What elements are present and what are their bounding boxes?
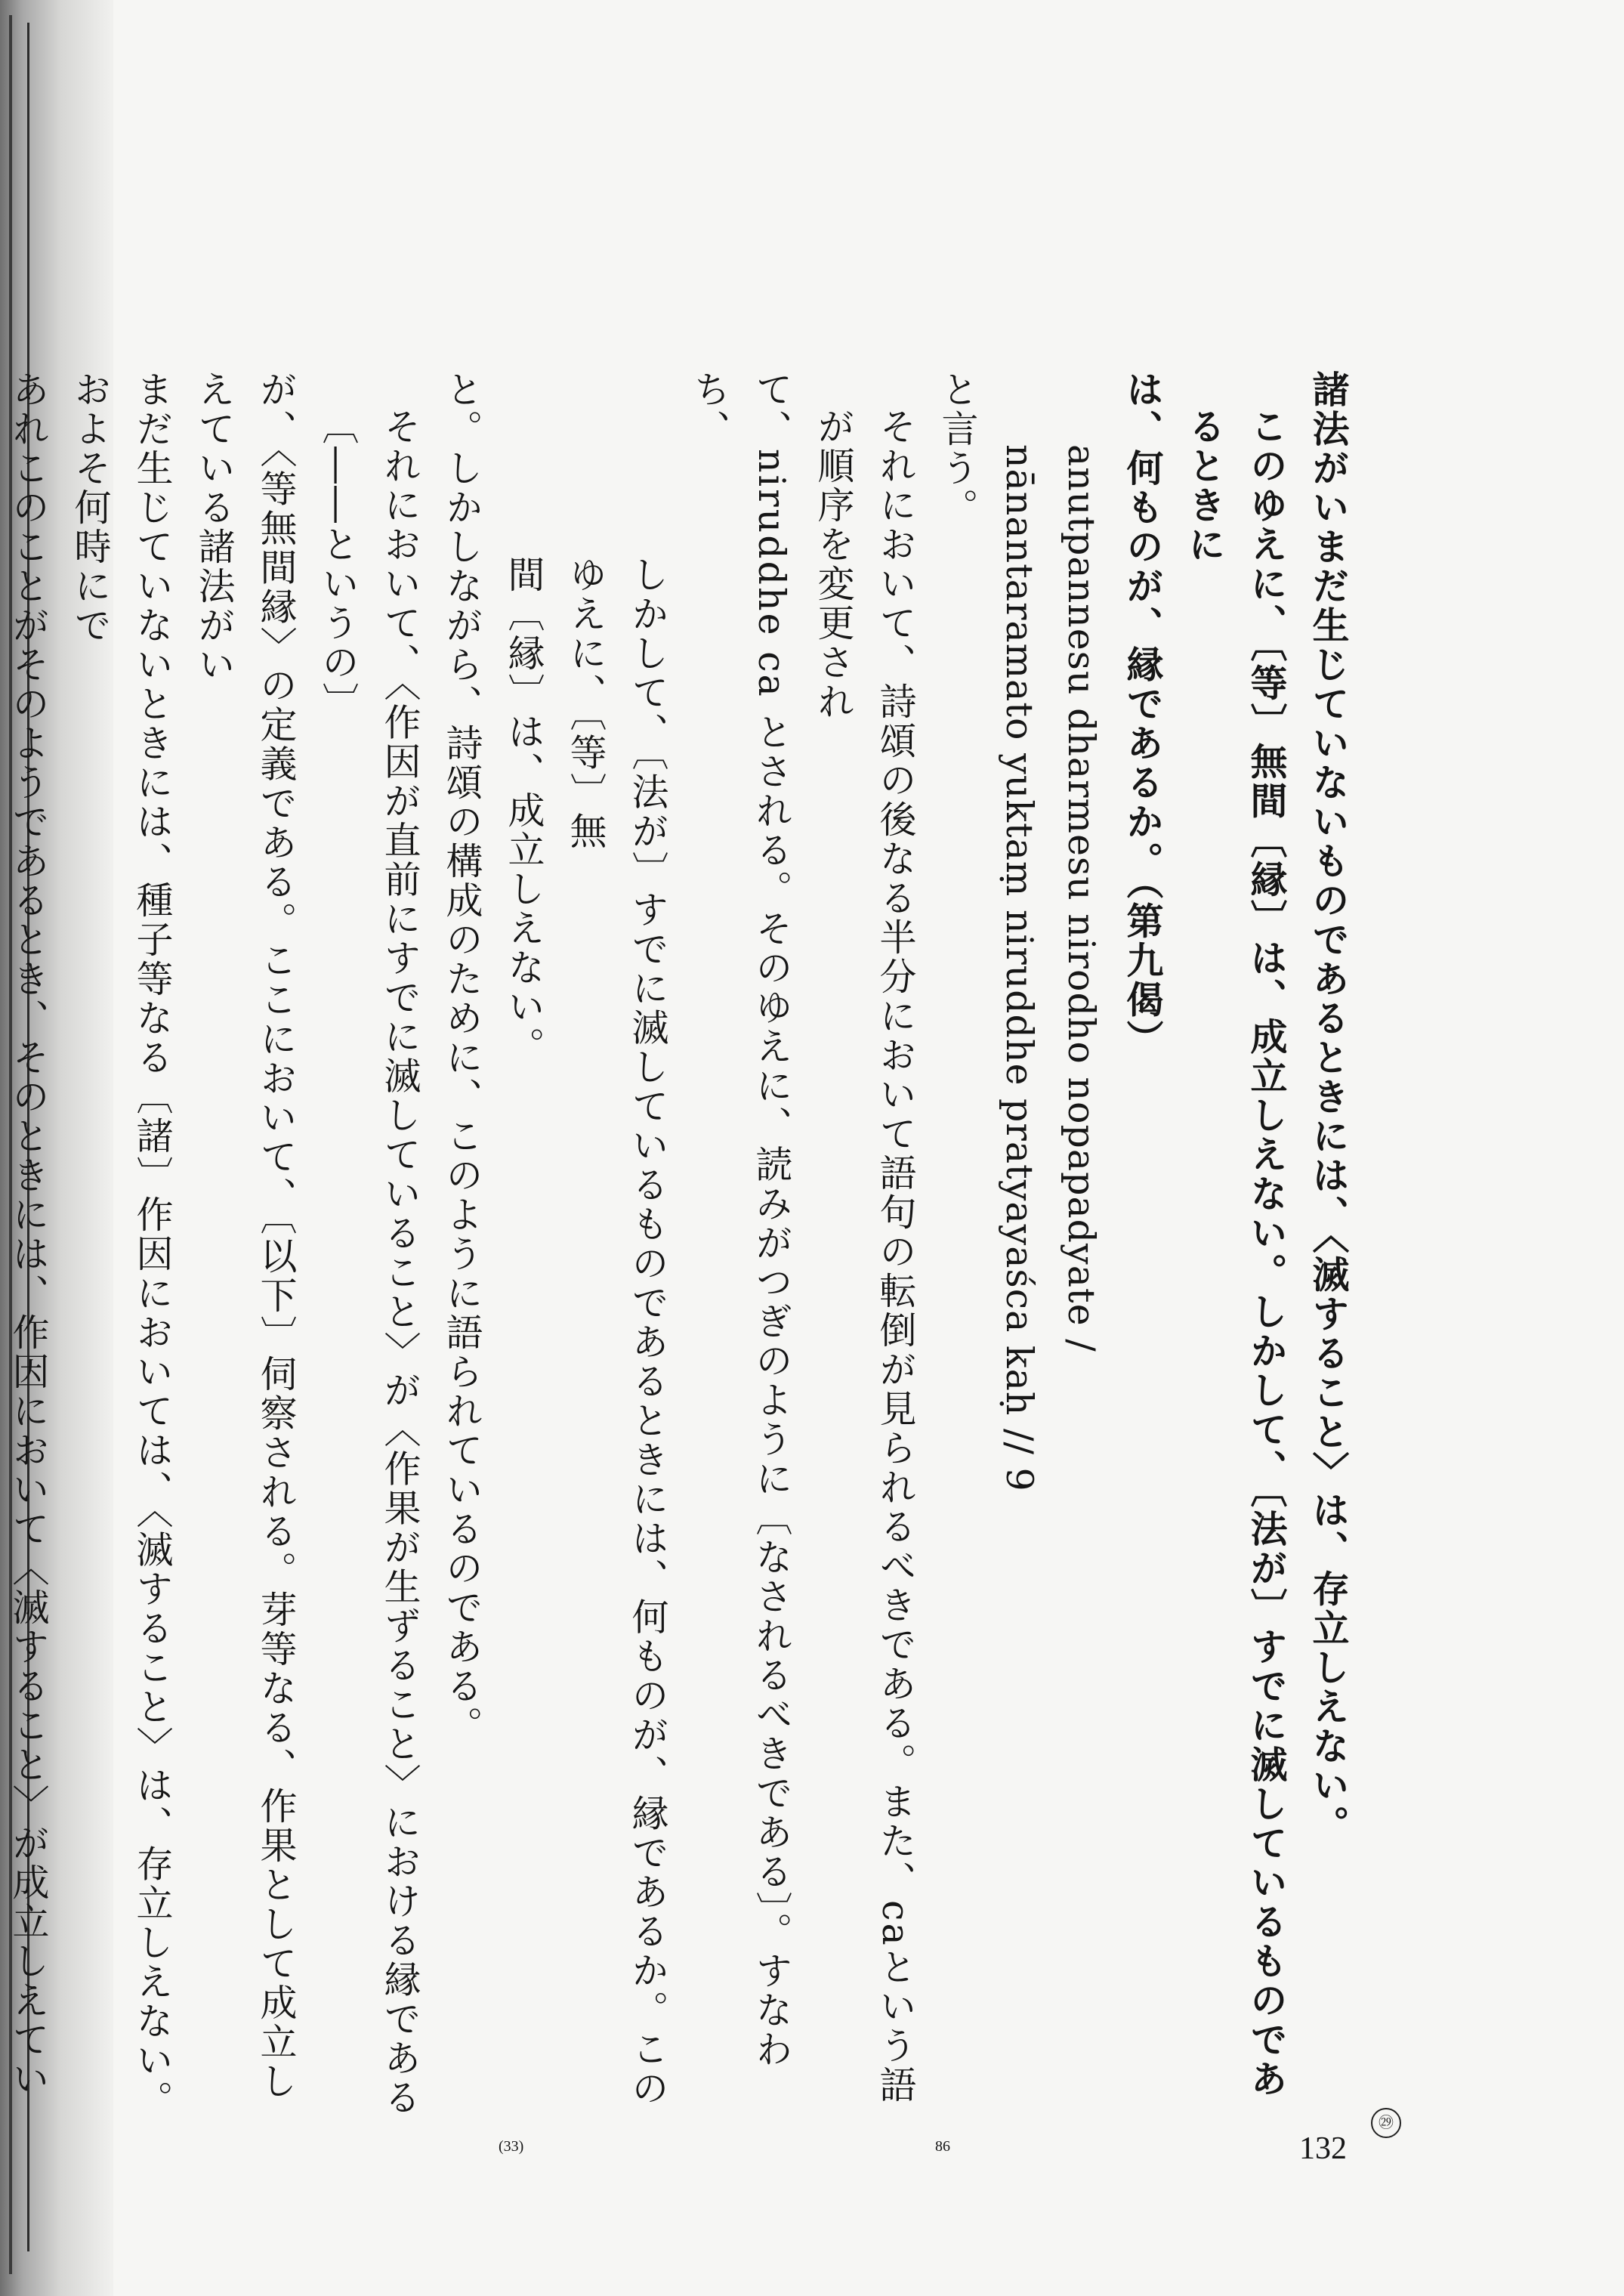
- footnote-mark: (33): [499, 2138, 524, 2155]
- body-line: あれこのことがそのようであるとき、そのときには、作因において〈滅すること〉が成立しえてい: [7, 370, 50, 2099]
- sanskrit-line: nānantaramato yuktaṃ niruddhe pratyayaśca kaḥ // 9: [998, 444, 1041, 1492]
- sanskrit-line: anutpannesu dharmesu nirodho nopapadyate /: [1060, 444, 1103, 1352]
- body-line: まだ生じていないときには、種子等なる〔諸〕作因においては、〈滅すること〉は、存立しえない。およそ何時にで: [69, 370, 174, 2120]
- body-line: それにおいて、〈作因が直前にすでに滅していること〉が〈作果が生ずること〉における縁である〔――というの〕: [316, 407, 421, 2118]
- body-line: が、〈等無間縁〉の定義である。ここにおいて、〔以下〕伺察される。芽等なる、作果として成立しえている諸法がい: [193, 370, 298, 2101]
- body-line: て、niruddhe ca とされる。そのゆえに、読みがつぎのように〔なされるべきである〕。すなわち、: [688, 370, 793, 2069]
- verse-line: 諸法がいまだ生じていないものであるときには、〈滅すること〉は、存立しえない。: [1307, 370, 1351, 1845]
- verse-line: このゆえに、〔等〕無間〔縁〕は、成立しえない。しかして、〔法が〕すでに滅しているものであるときに: [1183, 407, 1289, 2099]
- body-line: と。しかしながら、詩頌の構成のために、このように語られているのである。: [440, 370, 483, 1745]
- verse-line: は、何ものが、縁であるか。（第九偈）: [1121, 370, 1165, 1059]
- page-number: 132: [1299, 2131, 1347, 2166]
- quote-line: しかして、〔法が〕すでに滅しているものであるときには、何ものが、縁であるか。このゆえに、〔等〕無: [564, 555, 669, 2109]
- margin-mark: ㉙: [1371, 2108, 1401, 2138]
- footnote-mark: 86: [935, 2138, 950, 2155]
- vertical-text-body: [0, 370, 1360, 2131]
- body-line: と言う。: [936, 370, 979, 527]
- quote-line: 間〔縁〕は、成立しえない。: [502, 555, 545, 1066]
- body-line: それにおいて、詩頌の後なる半分において語句の転倒が見られるべきである。また、caという語が順序を変更され: [812, 407, 917, 2105]
